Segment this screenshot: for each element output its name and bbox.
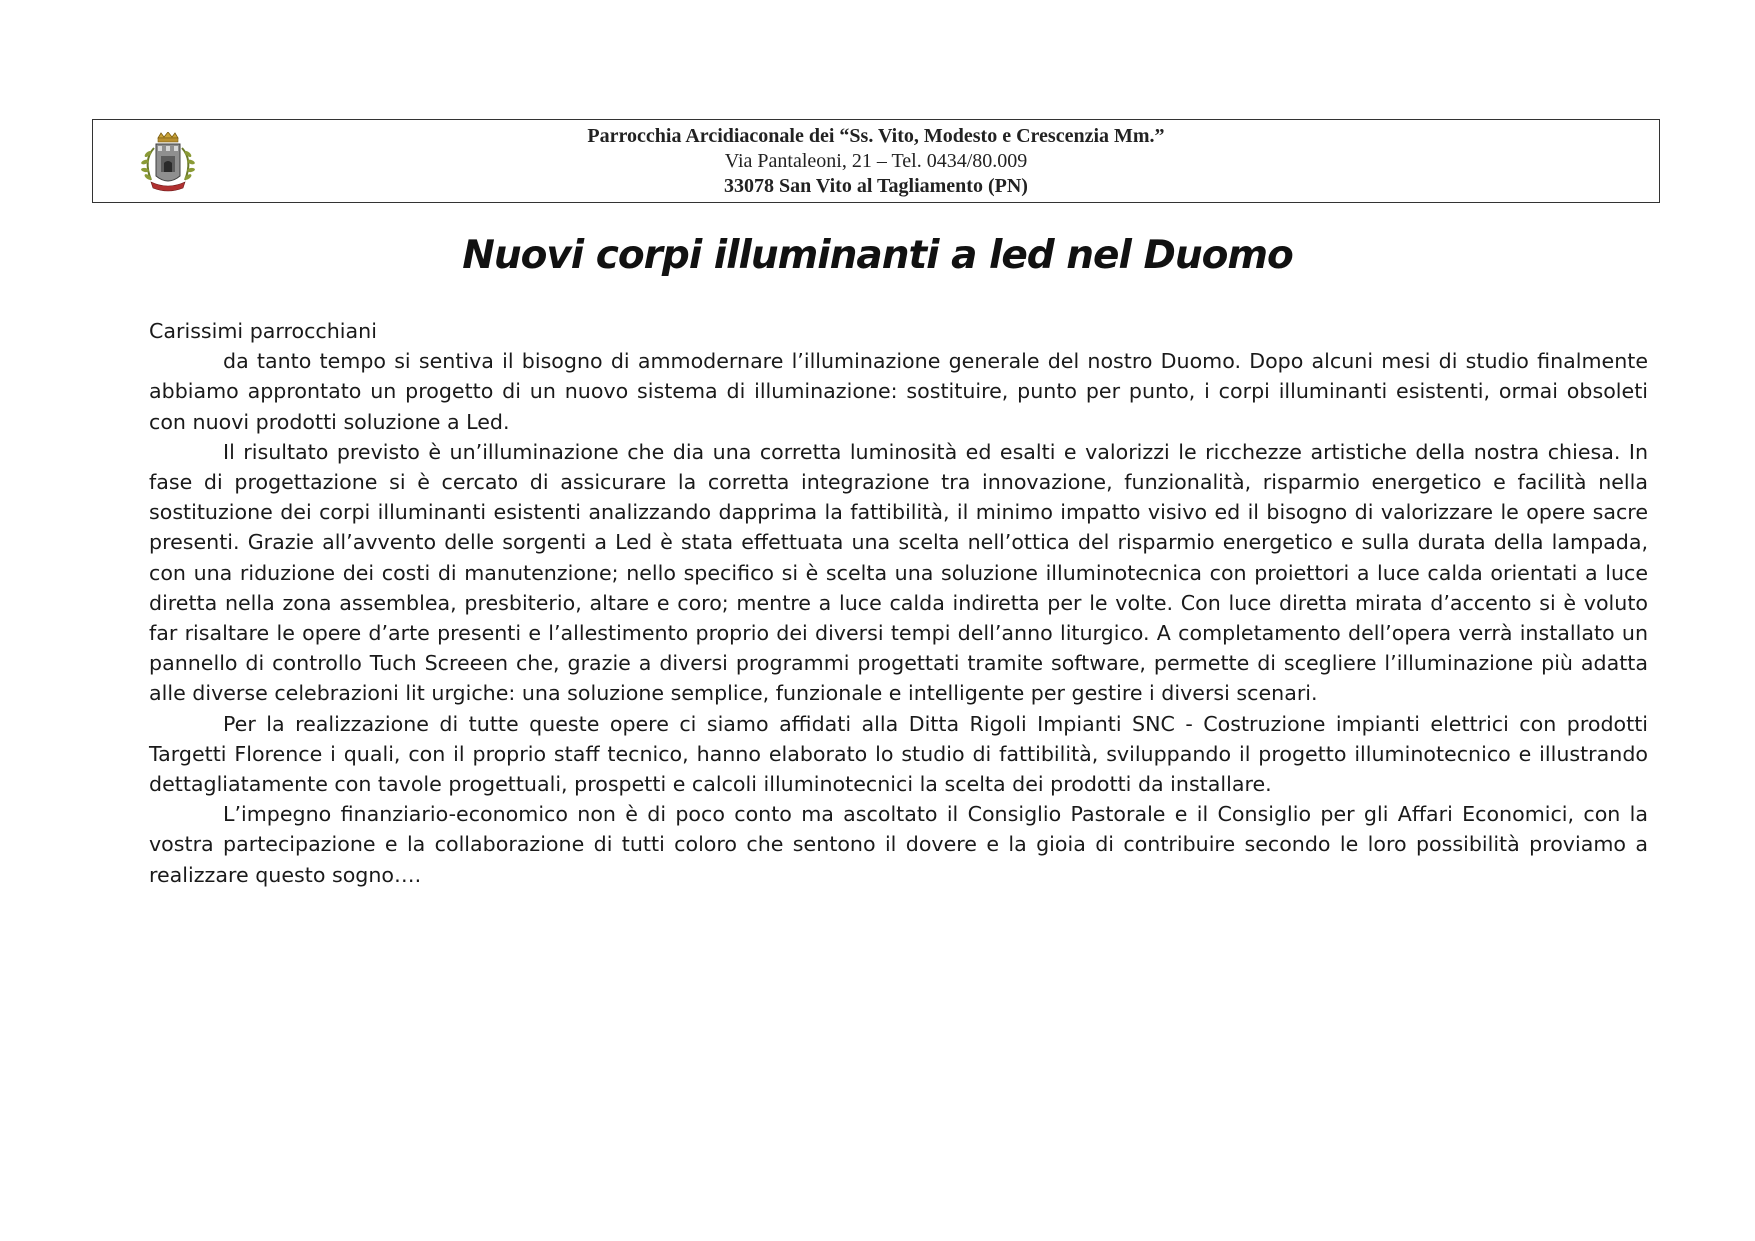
paragraph: da tanto tempo si sentiva il bisogno di ammodernare l’illuminazione generale del nostro Duomo. Dopo alcuni mesi di studio finalmente abbiamo approntato un progetto di un nuovo sistema di illuminazione: sostituire, punto per punto, i corpi illuminanti esistenti, ormai obsoleti con nuovi prodotti soluzione a Led. xyxy=(149,349,1648,434)
salutation: Carissimi parrocchiani xyxy=(149,319,377,343)
paragraph: L’impegno finanziario-economico non è di poco conto ma ascoltato il Consiglio Pastorale e il Consiglio per gli Affari Economici, con la vostra partecipazione e la collaborazione di tutti coloro che sentono il dovere e la gioia di contribuire secondo le loro possibilità proviamo a realizzare questo sogno…. xyxy=(149,802,1648,887)
paragraph: Il risultato previsto è un’illuminazione che dia una corretta luminosità ed esalti e valorizzi le ricchezze artistiche della nostra chiesa. In fase di progettazione si è cercato di assicurare la corretta integrazione tra innovazione, funzionalità, risparmio energetico e facilità nella sostituzione dei corpi illuminanti esistenti analizzando dapprima la fattibilità, il minimo impatto visivo ed il bisogno di valorizzare le opere sacre presenti. Grazie all’avvento delle sorgenti a Led è stata effettuata una scelta nell’ottica del risparmio energetico e sulla durata della lampada, con una riduzione dei costi di manutenzione; nello specifico si è scelta una soluzione illuminotecnica con proiettori a luce calda orientati a luce diretta nella zona assemblea, presbiterio, altare e coro; mentre a luce calda indiretta per le volte. Con luce diretta mirata d’accento si è voluto far risaltare le opere d’arte presenti e l’allestimento proprio dei diversi tempi dell’anno liturgico. A completamento dell’opera verrà installato un pannello di controllo Tuch Screeen che, grazie a diversi programmi progettati tramite software, permette di scegliere l’illuminazione più adatta alle diverse celebrazioni lit urgiche: una soluzione semplice, funzionale e intelligente per gestire i diversi scenari. xyxy=(149,439,1648,706)
parish-address: Via Pantaleoni, 21 – Tel. 0434/80.009 xyxy=(724,150,1028,172)
parish-name: Parrocchia Arcidiaconale dei “Ss. Vito, Modesto e Crescenzia Mm.” xyxy=(587,125,1165,147)
parish-city: 33078 San Vito al Tagliamento (PN) xyxy=(724,175,1028,197)
letterhead xyxy=(92,119,1660,203)
letterhead-text xyxy=(293,124,1459,199)
letter-body xyxy=(149,316,1648,890)
page-title: Nuovi corpi illuminanti a led nel Duomo xyxy=(462,233,1293,278)
parish-crest-icon xyxy=(137,132,199,196)
paragraph: Per la realizzazione di tutte queste opere ci siamo affidati alla Ditta Rigoli Impianti SNC - Costruzione impianti elettrici con prodotti Targetti Florence i quali, con il proprio staff tecnico, hanno elaborato lo studio di fattibilità, sviluppando il progetto illuminotecnico e illustrando dettagliatamente con tavole progettuali, prospetti e calcoli illuminotecnici la scelta dei prodotti da installare. xyxy=(149,711,1648,797)
